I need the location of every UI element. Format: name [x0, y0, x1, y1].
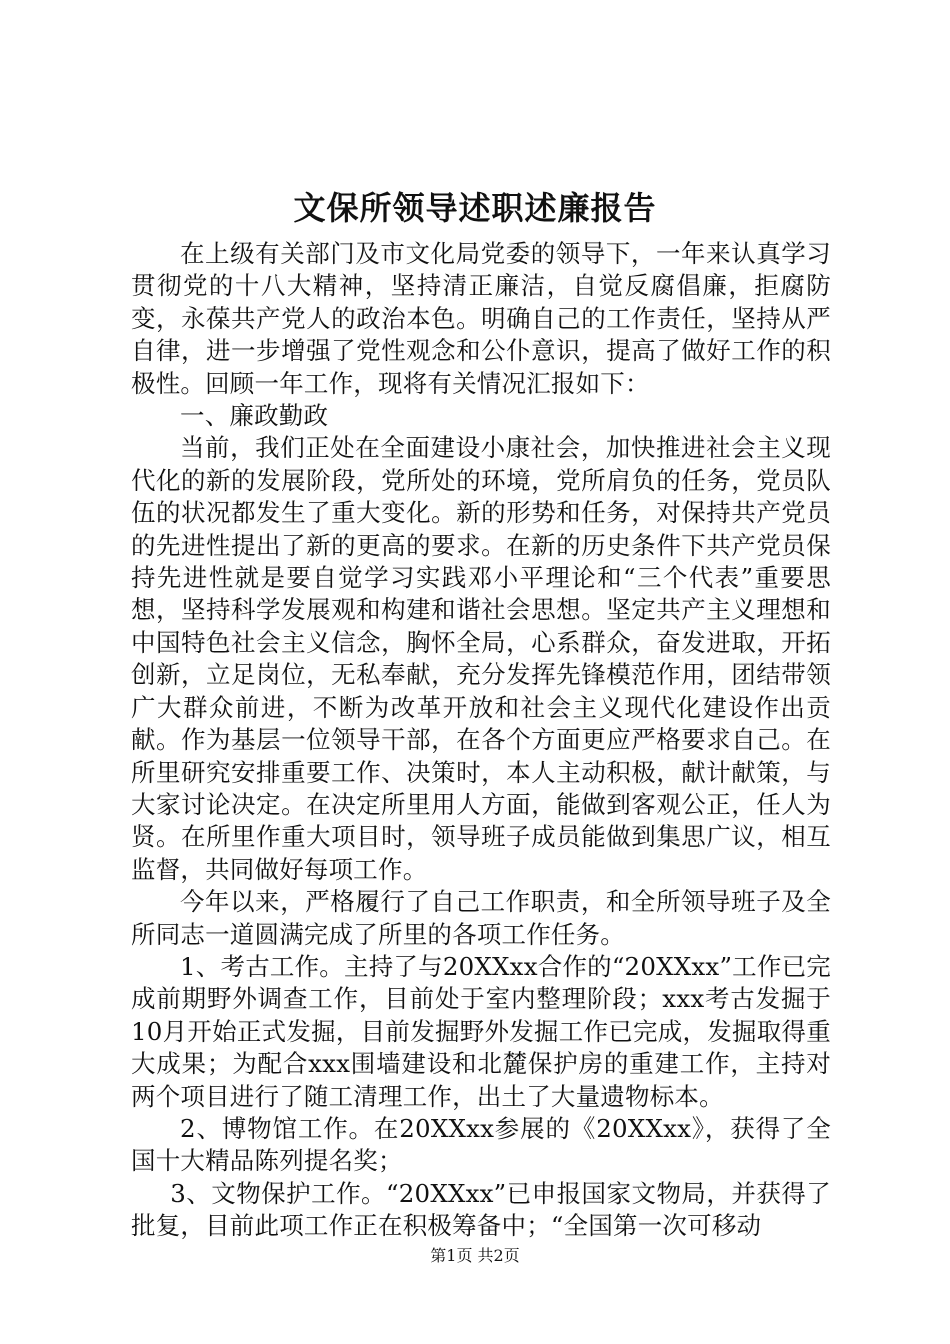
section-heading-integrity: 一、廉政勤政: [180, 401, 329, 431]
archaeology-paragraph: 1、考古工作。主持了与20XXxx合作的“20XXxx”工作已完成前期野外调查工作，目前处于室内整理阶段；xxx考古发掘于10月开始正式发掘，目前发掘野外发掘工作已完成，发掘取得重大成果；为配合xxx围墙建设和北麓保护房的重建工作，主持对两个项目进行了随工清理工作，出土了大量遗物标本。: [131, 951, 831, 1111]
document-body: [131, 238, 831, 1243]
duties-paragraph: 今年以来，严格履行了自己工作职责，和全所领导班子及全所同志一道圆满完成了所里的各项工作任务。: [131, 887, 831, 949]
document-title: 文保所领导述职述廉报告: [293, 189, 657, 227]
heritage-protection-paragraph: 3、文物保护工作。“20XXxx”已申报国家文物局，并获得了批复，目前此项工作正在积极筹备中；“全国第一次可移动: [131, 1178, 831, 1241]
page-footer: 第1页 共2页: [430, 1246, 520, 1265]
museum-paragraph: 2、博物馆工作。在20XXxx参展的《20XXxx》，获得了全国十大精品陈列提名奖；: [131, 1113, 831, 1176]
intro-paragraph: 在上级有关部门及市文化局党委的领导下，一年来认真学习贯彻党的十八大精神，坚持清正廉洁，自觉反腐倡廉，拒腐防变，永葆共产党人的政治本色。明确自己的工作责任，坚持从严自律，进一步增强了党性观念和公仆意识，提高了做好工作的积极性。回顾一年工作，现将有关情况汇报如下：: [131, 239, 831, 398]
integrity-paragraph: 当前，我们正处在全面建设小康社会，加快推进社会主义现代化的新的发展阶段，党所处的环境，党所肩负的任务，党员队伍的状况都发生了重大变化。新的形势和任务，对保持共产党员的先进性提出了新的更高的要求。在新的历史条件下共产党员保持先进性就是要自觉学习实践邓小平理论和“三个代表”重要思想，坚持科学发展观和构建和谐社会思想。坚定共产主义理想和中国特色社会主义信念，胸怀全局，心系群众，奋发进取，开拓创新，立足岗位，无私奉献，充分发挥先锋模范作用，团结带领广大群众前进，不断为改革开放和社会主义现代化建设作出贡献。作为基层一位领导干部，在各个方面更应严格要求自己。在所里研究安排重要工作、决策时，本人主动积极，献计献策，与大家讨论决定。在决定所里用人方面，能做到客观公正，任人为贤。在所里作重大项目时，领导班子成员能做到集思广议，相互监督，共同做好每项工作。: [131, 433, 831, 884]
